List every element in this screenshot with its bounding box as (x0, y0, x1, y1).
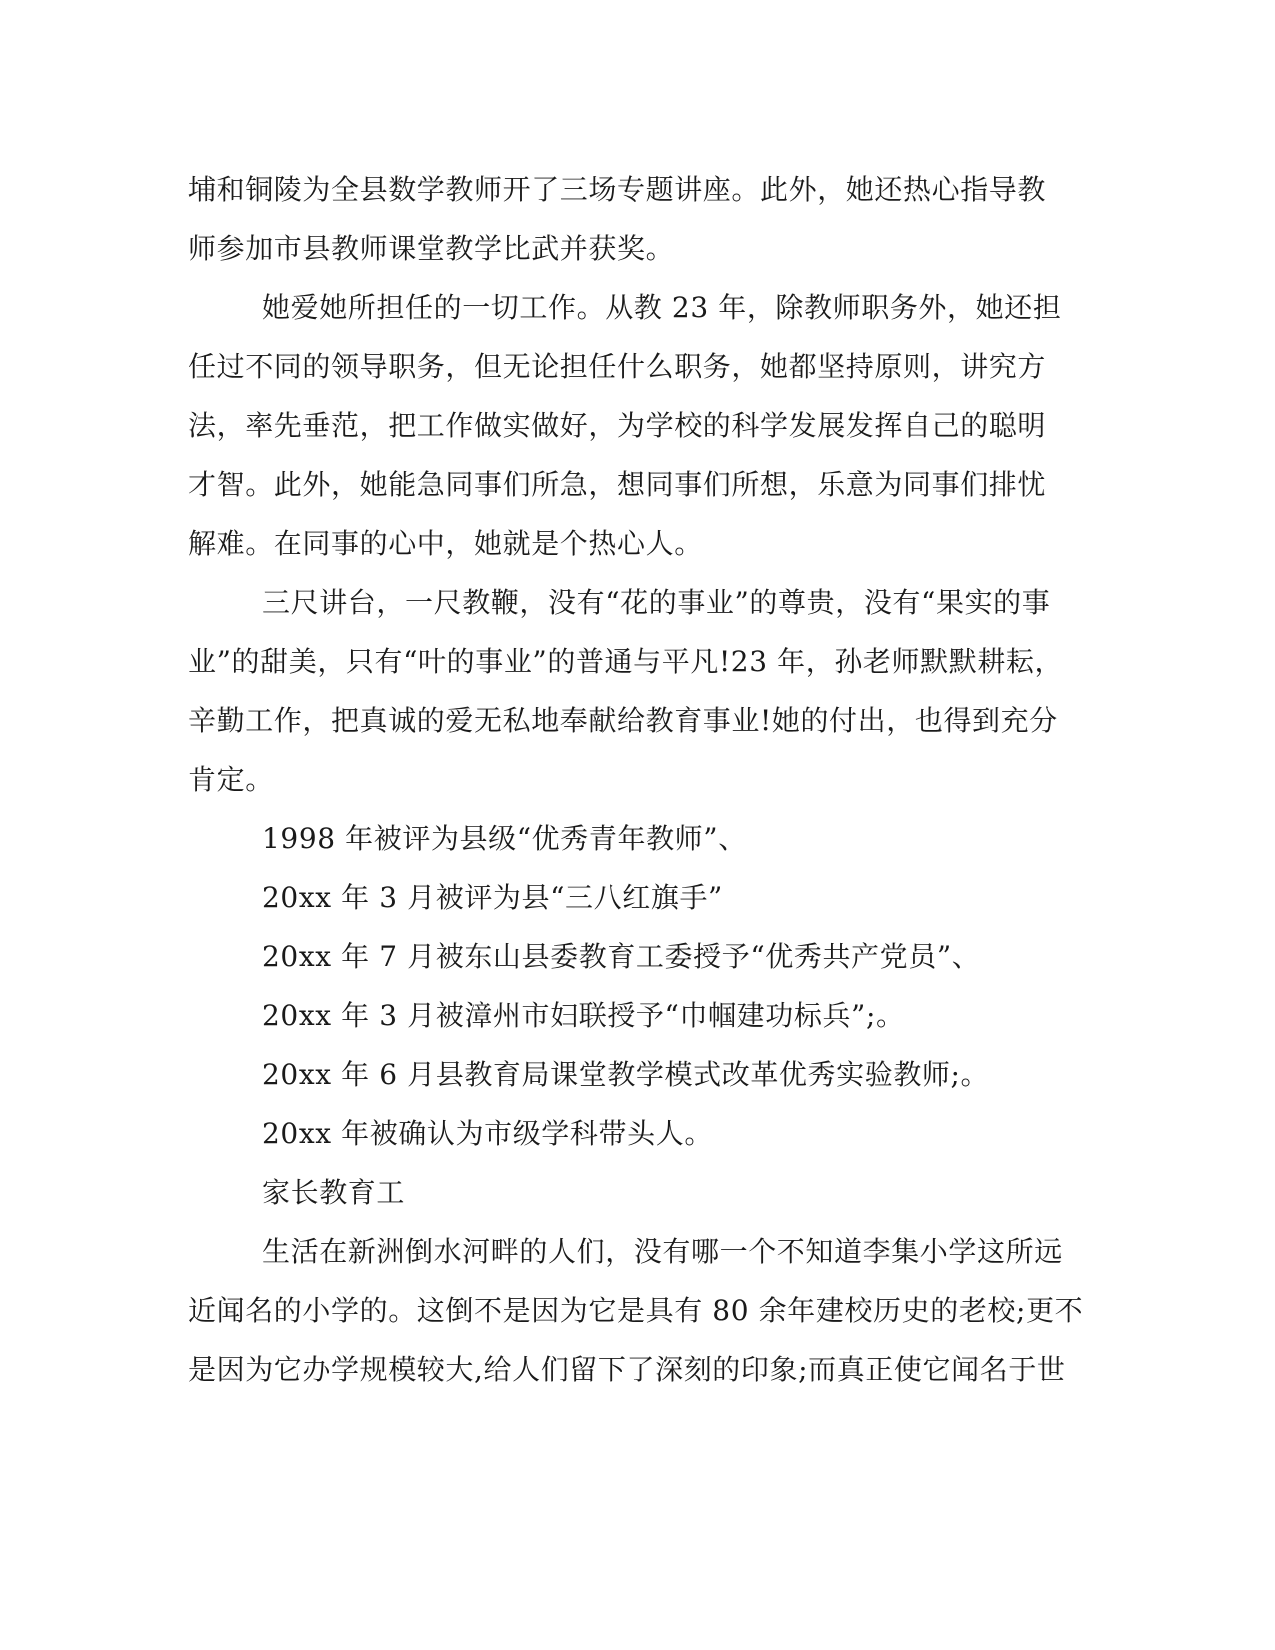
paragraph-line: 业”的甜美，只有“叶的事业”的普通与平凡!23 年，孙老师默默耕耘， (188, 645, 1064, 678)
award-item: 20xx 年 6 月县教育局课堂教学模式改革优秀实验教师;。 (262, 1058, 990, 1091)
document-body (188, 160, 1084, 1399)
paragraph-line: 辛勤工作，把真诚的爱无私地奉献给教育事业!她的付出，也得到充分 (188, 704, 1058, 737)
paragraph-line: 埔和铜陵为全县数学教师开了三场专题讲座。此外，她还热心指导教 (188, 173, 1047, 206)
paragraph-line: 是因为它办学规模较大,给人们留下了深刻的印象;而真正使它闻名于世 (188, 1353, 1066, 1386)
award-item: 20xx 年 7 月被东山县委教育工委授予“优秀共产党员”、 (262, 940, 981, 973)
paragraph-line: 师参加市县教师课堂教学比武并获奖。 (188, 232, 675, 265)
paragraph-line: 任过不同的领导职务，但无论担任什么职务，她都坚持原则，讲究方 (188, 350, 1047, 383)
paragraph-line: 近闻名的小学的。这倒不是因为它是具有 80 余年建校历史的老校;更不 (188, 1294, 1084, 1327)
paragraph-line: 她爱她所担任的一切工作。从教 23 年，除教师职务外，她还担 (262, 291, 1062, 324)
award-item: 20xx 年被确认为市级学科带头人。 (262, 1117, 713, 1150)
paragraph-line: 三尺讲台，一尺教鞭，没有“花的事业”的尊贵，没有“果实的事 (262, 586, 1051, 619)
paragraph-line: 生活在新洲倒水河畔的人们，没有哪一个不知道李集小学这所远 (262, 1235, 1063, 1268)
award-item: 20xx 年 3 月被评为县“三八红旗手” (262, 881, 723, 914)
award-item: 1998 年被评为县级“优秀青年教师”、 (262, 822, 747, 855)
paragraph-line: 才智。此外，她能急同事们所急，想同事们所想，乐意为同事们排忧 (188, 468, 1047, 501)
award-item: 20xx 年 3 月被漳州市妇联授予“巾帼建功标兵”;。 (262, 999, 905, 1032)
paragraph-line: 解难。在同事的心中，她就是个热心人。 (188, 527, 703, 560)
section-heading: 家长教育工 (262, 1176, 406, 1209)
paragraph-line: 肯定。 (188, 763, 274, 796)
paragraph-line: 法，率先垂范，把工作做实做好，为学校的科学发展发挥自己的聪明 (188, 409, 1047, 442)
